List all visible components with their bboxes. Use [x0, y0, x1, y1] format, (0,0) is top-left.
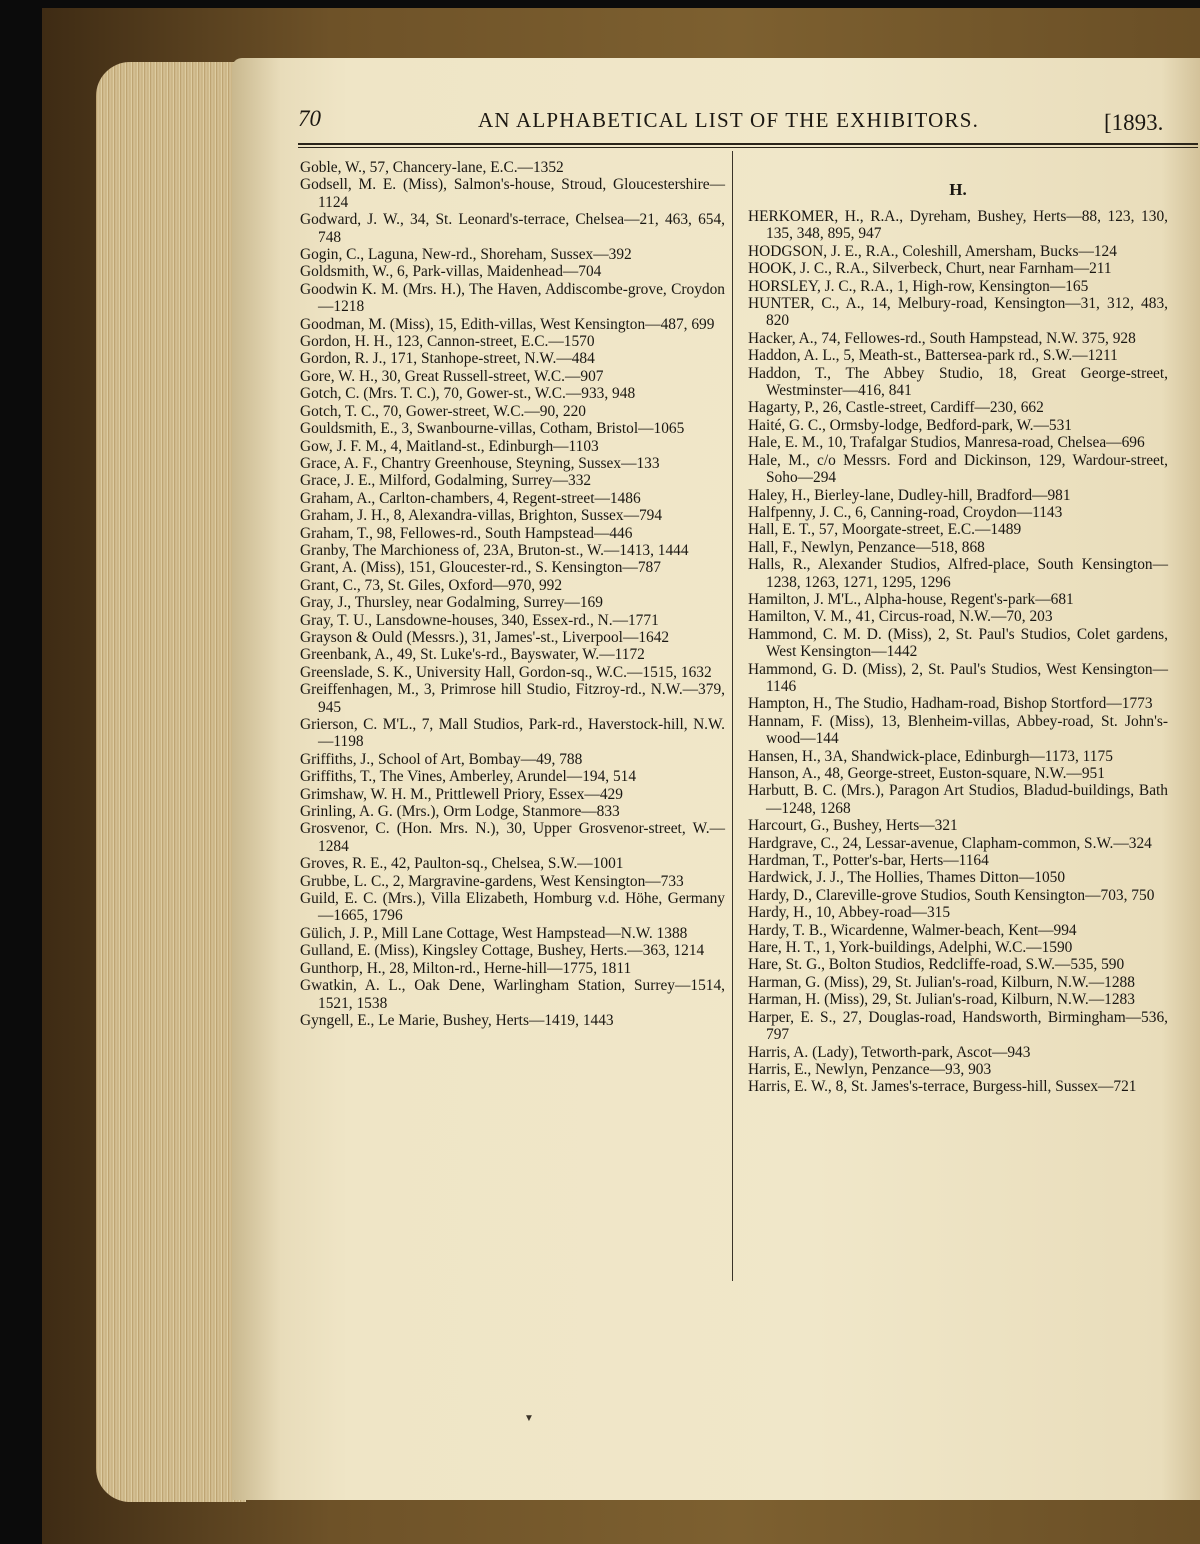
- exhibitor-entry: HUNTER, C., A., 14, Melbury-road, Kensington—31, 312, 483, 820: [748, 295, 1168, 330]
- exhibitor-entry: Goodman, M. (Miss), 15, Edith-villas, West Kensington—487, 699: [300, 315, 715, 333]
- exhibitor-entry: Gray, J., Thursley, near Godalming, Surrey—169: [300, 594, 603, 612]
- exhibitor-entry: Grant, A. (Miss), 151, Gloucester-rd., S. Kensington—787: [300, 559, 661, 577]
- running-head: [232, 58, 1200, 148]
- page-year: [1893.: [1104, 110, 1164, 135]
- exhibitor-entry: Hardy, H., 10, Abbey-road—315: [748, 904, 951, 922]
- exhibitor-entry: Grosvenor, C. (Hon. Mrs. N.), 30, Upper Grosvenor-street, W.—1284: [300, 820, 725, 855]
- right-column-entries: [748, 208, 1168, 1096]
- exhibitor-entry: Hammond, C. M. D. (Miss), 2, St. Paul's Studios, Colet gardens, West Kensington—1442: [748, 625, 1168, 661]
- exhibitor-entry: Harman, H. (Miss), 29, St. Julian's-road, Kilburn, N.W.—1283: [748, 991, 1135, 1009]
- page-number: 70: [298, 106, 321, 131]
- exhibitor-entry: Harper, E. S., 27, Douglas-road, Handsworth, Birmingham—536, 797: [748, 1008, 1168, 1044]
- exhibitor-entry: Grinling, A. G. (Mrs.), Orm Lodge, Stanmore—833: [300, 803, 620, 821]
- exhibitor-entry: Godsell, M. E. (Miss), Salmon's-house, Stroud, Gloucestershire—1124: [300, 176, 725, 211]
- exhibitor-entry: Hanson, A., 48, George-street, Euston-square, N.W.—951: [748, 765, 1105, 782]
- exhibitor-entry: Gordon, H. H., 123, Cannon-street, E.C.—1570: [300, 333, 595, 351]
- exhibitor-entry: Haité, G. C., Ormsby-lodge, Bedford-park, W.—531: [748, 416, 1073, 434]
- exhibitor-entry: Hannam, F. (Miss), 13, Blenheim-villas, Abbey-road, St. John's-wood—144: [748, 712, 1168, 748]
- exhibitor-entry: Gotch, C. (Mrs. T. C.), 70, Gower-st., W.C.—933, 948: [300, 385, 636, 403]
- exhibitor-entry: Graham, A., Carlton-chambers, 4, Regent-street—1486: [300, 489, 641, 507]
- exhibitor-entry: Hardman, T., Potter's-bar, Herts—1164: [748, 852, 989, 870]
- exhibitor-entry: Gulland, E. (Miss), Kingsley Cottage, Bushey, Herts.—363, 1214: [300, 942, 705, 960]
- exhibitor-entry: Granby, The Marchioness of, 23A, Bruton-st., W.—1413, 1444: [300, 541, 689, 559]
- exhibitor-entry: Gore, W. H., 30, Great Russell-street, W.C.—907: [300, 367, 604, 385]
- exhibitor-entry: Goodwin K. M. (Mrs. H.), The Haven, Addiscombe-grove, Croydon—1218: [300, 280, 725, 316]
- exhibitor-entry: Haddon, T., The Abbey Studio, 18, Great George-street, Westminster—416, 841: [748, 364, 1168, 400]
- ink-mark: ▼: [524, 1413, 534, 1424]
- exhibitor-entry: Hardgrave, C., 24, Lessar-avenue, Clapham-common, S.W.—324: [748, 834, 1152, 852]
- exhibitor-entry: Graham, T., 98, Fellowes-rd., South Hampstead—446: [300, 524, 633, 542]
- exhibitor-entry: Hammond, G. D. (Miss), 2, St. Paul's Studios, West Kensington—1146: [748, 660, 1168, 695]
- exhibitor-entry: Hardy, D., Clareville-grove Studios, South Kensington—703, 750: [748, 886, 1155, 904]
- exhibitor-entry: Griffiths, J., School of Art, Bombay—49, 788: [300, 750, 583, 768]
- exhibitor-entry: Gyngell, E., Le Marie, Bushey, Herts—1419, 1443: [300, 1011, 614, 1029]
- exhibitor-entry: HODGSON, J. E., R.A., Coleshill, Amersham, Bucks—124: [748, 242, 1117, 260]
- exhibitor-entry: Greenslade, S. K., University Hall, Gordon-sq., W.C.—1515, 1632: [300, 663, 712, 681]
- book-page: [232, 58, 1200, 1500]
- header-rule: [298, 143, 1198, 148]
- exhibitor-entry: Gunthorp, H., 28, Milton-rd., Herne-hill—1775, 1811: [300, 959, 632, 977]
- exhibitor-entry: Gray, T. U., Lansdowne-houses, 340, Essex-rd., N.—1771: [300, 611, 659, 629]
- exhibitor-entry: Halfpenny, J. C., 6, Canning-road, Croydon—1143: [748, 503, 1063, 521]
- exhibitor-entry: Hall, E. T., 57, Moorgate-street, E.C.—1489: [748, 521, 1022, 539]
- exhibitor-entry: Gotch, T. C., 70, Gower-street, W.C.—90, 220: [300, 402, 586, 420]
- exhibitor-entry: Hampton, H., The Studio, Hadham-road, Bishop Stortford—1773: [748, 695, 1153, 713]
- exhibitor-entry: Hardy, T. B., Wicardenne, Walmer-beach, Kent—994: [748, 921, 1077, 939]
- exhibitor-entry: Groves, R. E., 42, Paulton-sq., Chelsea, S.W.—1001: [300, 855, 624, 873]
- exhibitor-entry: Godward, J. W., 34, St. Leonard's-terrace, Chelsea—21, 463, 654, 748: [300, 211, 725, 246]
- column-divider: [732, 151, 733, 1281]
- exhibitor-entry: Gow, J. F. M., 4, Maitland-st., Edinburgh—1103: [300, 437, 599, 455]
- exhibitor-entry: Gogin, C., Laguna, New-rd., Shoreham, Sussex—392: [300, 246, 632, 264]
- exhibitor-entry: HOOK, J. C., R.A., Silverbeck, Churt, near Farnham—211: [748, 260, 1112, 278]
- exhibitor-entry: Gülich, J. P., Mill Lane Cottage, West Hampstead—N.W. 1388: [300, 924, 688, 942]
- exhibitor-entry: Greenbank, A., 49, St. Luke's-rd., Bayswater, W.—1172: [300, 646, 645, 664]
- exhibitor-entry: Hare, St. G., Bolton Studios, Redcliffe-road, S.W.—535, 590: [748, 956, 1125, 974]
- right-column: [748, 180, 1168, 1096]
- exhibitor-entry: Harris, A. (Lady), Tetworth-park, Ascot—943: [748, 1043, 1031, 1061]
- exhibitor-entry: Grimshaw, W. H. M., Prittlewell Priory, Essex—429: [300, 785, 623, 803]
- exhibitor-entry: Hale, E. M., 10, Trafalgar Studios, Manresa-road, Chelsea—696: [748, 434, 1145, 452]
- exhibitor-entry: Hare, H. T., 1, York-buildings, Adelphi, W.C.—1590: [748, 939, 1073, 957]
- exhibitor-entry: Grubbe, L. C., 2, Margravine-gardens, West Kensington—733: [300, 872, 684, 890]
- exhibitor-entry: Grace, A. F., Chantry Greenhouse, Steyning, Sussex—133: [300, 454, 660, 472]
- exhibitor-entry: Guild, E. C. (Mrs.), Villa Elizabeth, Homburg v.d. Höhe, Germany—1665, 1796: [300, 890, 725, 925]
- exhibitor-entry: Gouldsmith, E., 3, Swanbourne-villas, Cotham, Bristol—1065: [300, 420, 685, 438]
- exhibitor-entry: Grayson & Ould (Messrs.), 31, James'-st., Liverpool—1642: [300, 628, 670, 646]
- left-column: [300, 159, 725, 1029]
- exhibitor-entry: Grant, C., 73, St. Giles, Oxford—970, 992: [300, 576, 563, 594]
- exhibitor-entry: Harris, E. W., 8, St. James's-terrace, Burgess-hill, Sussex—721: [748, 1078, 1137, 1096]
- exhibitor-entry: Harman, G. (Miss), 29, St. Julian's-road, Kilburn, N.W.—1288: [748, 973, 1135, 991]
- exhibitor-entry: Haddon, A. L., 5, Meath-st., Battersea-park rd., S.W.—1211: [748, 347, 1118, 365]
- exhibitor-entry: Haley, H., Bierley-lane, Dudley-hill, Bradford—981: [748, 486, 1071, 504]
- exhibitor-entry: Graham, J. H., 8, Alexandra-villas, Brighton, Sussex—794: [300, 507, 663, 525]
- exhibitor-entry: Gordon, R. J., 171, Stanhope-street, N.W.—484: [300, 350, 595, 368]
- exhibitor-entry: HERKOMER, H., R.A., Dyreham, Bushey, Herts—88, 123, 130, 135, 348, 895, 947: [748, 208, 1168, 243]
- exhibitor-entry: Hagarty, P., 26, Castle-street, Cardiff—230, 662: [748, 399, 1044, 417]
- exhibitor-entry: Hall, F., Newlyn, Penzance—518, 868: [748, 538, 985, 556]
- exhibitor-entry: Goble, W., 57, Chancery-lane, E.C.—1352: [300, 159, 564, 176]
- exhibitor-entry: Harcourt, G., Bushey, Herts—321: [748, 817, 958, 835]
- exhibitor-entry: Hardwick, J. J., The Hollies, Thames Ditton—1050: [748, 869, 1066, 887]
- exhibitor-entry: Greiffenhagen, M., 3, Primrose hill Studio, Fitzroy-rd., N.W.—379, 945: [300, 681, 725, 716]
- exhibitor-entry: Harris, E., Newlyn, Penzance—93, 903: [748, 1060, 992, 1078]
- exhibitor-entry: Harbutt, B. C. (Mrs.), Paragon Art Studios, Bladud-buildings, Bath—1248, 1268: [748, 782, 1168, 817]
- exhibitor-entry: Griffiths, T., The Vines, Amberley, Arundel—194, 514: [300, 768, 637, 786]
- exhibitor-entry: Hamilton, J. M'L., Alpha-house, Regent's-park—681: [748, 590, 1074, 608]
- exhibitor-entry: Goldsmith, W., 6, Park-villas, Maidenhead—704: [300, 263, 602, 281]
- exhibitor-entry: Hamilton, V. M., 41, Circus-road, N.W.—70, 203: [748, 608, 1053, 626]
- exhibitor-entry: Gwatkin, A. L., Oak Dene, Warlingham Station, Surrey—1514, 1521, 1538: [300, 977, 725, 1012]
- exhibitor-entry: Hacker, A., 74, Fellowes-rd., South Hampstead, N.W. 375, 928: [748, 329, 1136, 347]
- exhibitor-entry: Grierson, C. M'L., 7, Mall Studios, Park-rd., Haverstock-hill, N.W.—1198: [300, 716, 725, 751]
- page-title: AN ALPHABETICAL LIST OF THE EXHIBITORS.: [478, 108, 980, 132]
- exhibitor-entry: HORSLEY, J. C., R.A., 1, High-row, Kensington—165: [748, 277, 1089, 295]
- page-edges: [96, 62, 246, 1502]
- section-letter: H.: [949, 180, 967, 199]
- exhibitor-entry: Grace, J. E., Milford, Godalming, Surrey—332: [300, 472, 592, 490]
- exhibitor-entry: Hansen, H., 3A, Shandwick-place, Edinburgh—1173, 1175: [748, 747, 1113, 765]
- exhibitor-entry: Hale, M., c/o Messrs. Ford and Dickinson, 129, Wardour-street, Soho—294: [748, 451, 1168, 487]
- exhibitor-entry: Halls, R., Alexander Studios, Alfred-place, South Kensington—1238, 1263, 1271, 1295, 1296: [748, 556, 1168, 591]
